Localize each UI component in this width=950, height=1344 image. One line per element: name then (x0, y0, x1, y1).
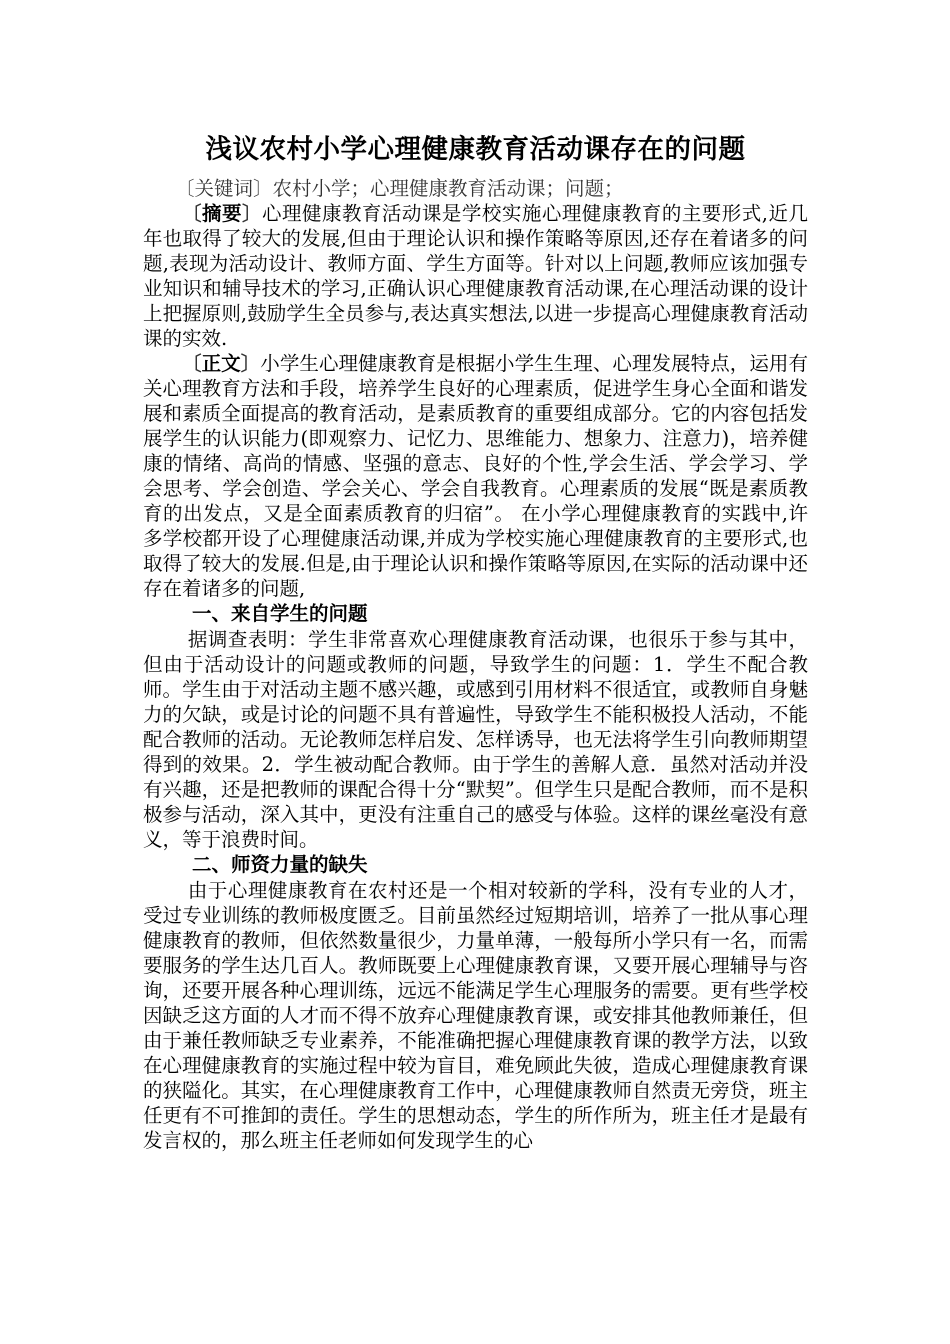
section1-paragraph: 据调查表明：学生非常喜欢心理健康教育活动课，也很乐于参与其中，但由于活动设计的问题或教师的问题，导致学生的问题：1．学生不配合教师。学生由于对活动主题不感兴趣，或感到引用材料不很适宜，或教师自身魅力的欠缺，或是讨论的问题不具有普遍性，导致学生不能积极投人活动，不能配合教师的活动。无论教师怎样启发、怎样诱导，也无法将学生引向教师期望得到的效果。2．学生被动配合教师。由于学生的善解人意．虽然对活动并没有兴趣，还是把教师的课配合得十分“默契”。但学生只是配合教师，而不是积极参与活动，深入其中，更没有注重自己的感受与体验。这样的课丝毫没有意义，等于浪费时间。 (143, 628, 808, 851)
abstract-bracket-close: 〕 (241, 202, 262, 225)
section1-heading: 一、来自学生的问题 (192, 602, 368, 625)
abstract-text: 心理健康教育活动课是学校实施心理健康教育的主要形式,近几年也取得了较大的发展,但由于理论认识和操作策略等原因,还存在着诸多的问题,表现为活动设计、教师方面、学生方面等。针对以上问题,教师应该加强专业知识和辅导技术的学习,正确认识心理健康教育活动课,在心理活动课的设计上把握原则,鼓励学生全员参与,表达真实想法,以进一步提高心理健康教育活动课的实效. (143, 202, 808, 350)
document-title: 浅议农村小学心理健康教育活动课存在的问题 (205, 134, 746, 165)
body-bracket-close: 〕 (240, 352, 261, 375)
section2-heading: 二、师资力量的缺失 (192, 853, 368, 876)
abstract-paragraph (143, 201, 808, 351)
keywords-text: 农村小学；心理健康教育活动课；问题； (272, 177, 624, 200)
document-page (143, 130, 808, 1153)
keywords-label: 〔关键词〕 (175, 177, 273, 200)
body-intro-text: 小学生心理健康教育是根据小学生生理、心理发展特点，运用有关心理教育方法和手段，培养学生良好的心理素质，促进学生身心全面和谐发展和素质全面提高的教育活动，是素质教育的重要组成部分。它的内容包括发展学生的认识能力(即观察力、记忆力、思维能力、想象力、注意力)，培养健康的情绪、高尚的情感、坚强的意志、良好的个性,学会生活、学会学习、学会思考、学会创造、学会关心、学会自我教育。心理素质的发展“既是素质教育的出发点，又是全面素质教育的归宿”。 在小学心理健康教育的实践中,许多学校都开设了心理健康活动课,并成为学校实施心理健康教育的主要形式,也取得了较大的发展.但是,由于理论认识和操作策略等原因,在实际的活动课中还存在着诸多的问题, (143, 352, 808, 600)
body-label: 正文 (201, 352, 241, 375)
body-bracket-open: 〔 (182, 352, 202, 375)
abstract-bracket-open: 〔 (182, 202, 202, 225)
section2-paragraph: 由于心理健康教育在农村还是一个相对较新的学科，没有专业的人才，受过专业训练的教师极度匮乏。目前虽然经过短期培训，培养了一批从事心理健康教育的教师，但依然数量很少，力量单薄，一般每所小学只有一名，而需要服务的学生达几百人。教师既要上心理健康教育课，又要开展心理辅导与咨询，还要开展各种心理训练，远远不能满足学生心理服务的需要。更有些学校因缺乏这方面的人才而不得不放弃心理健康教育课，或安排其他教师兼任，但由于兼任教师缺乏专业素养，不能准确把握心理健康教育课的教学方法，以致在心理健康教育的实施过程中较为盲目，难免顾此失彼，造成心理健康教育课的狭隘化。其实，在心理健康教育工作中，心理健康教师自然责无旁贷，班主任更有不可推卸的责任。学生的思想动态，学生的所作所为，班主任才是最有发言权的，那么班主任老师如何发现学生的心 (143, 879, 808, 1152)
abstract-label: 摘要 (202, 202, 242, 225)
body-intro-paragraph (143, 351, 808, 601)
keywords-line (143, 176, 808, 201)
